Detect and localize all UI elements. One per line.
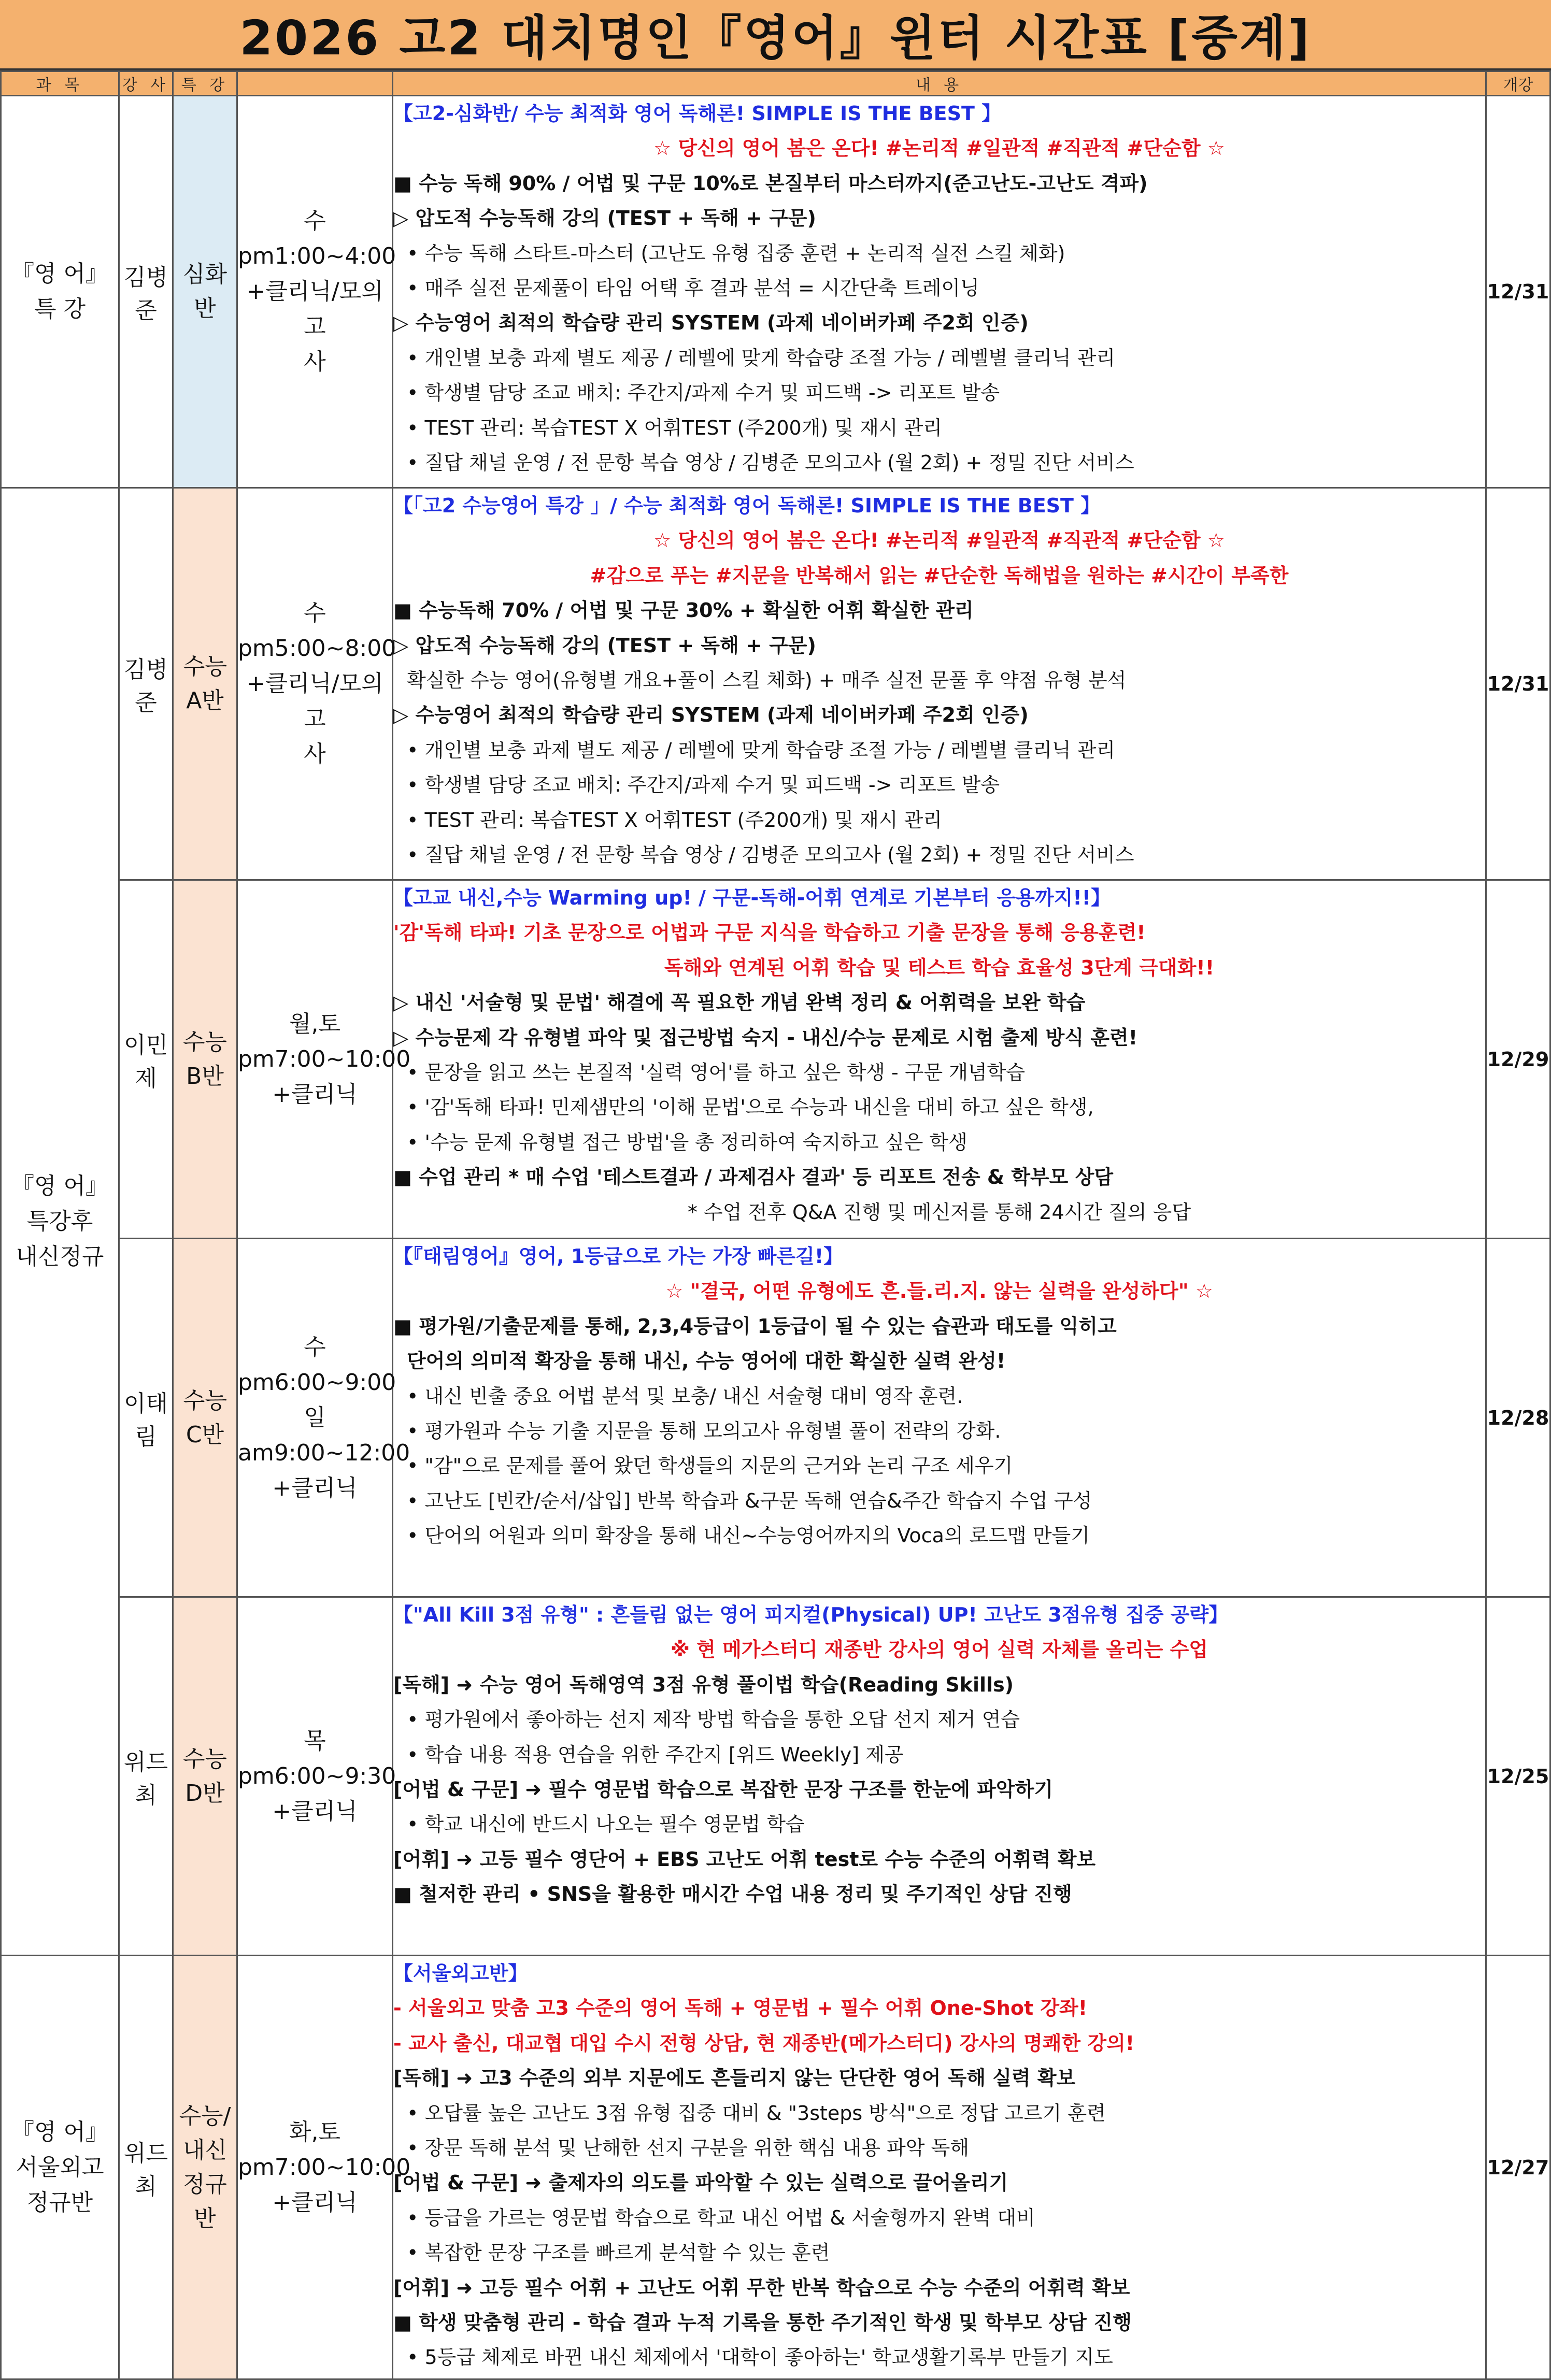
schedule-table [0,70,1551,2380]
content-line: • "감"으로 문제를 풀어 왔던 학생들의 지문의 근거와 논리 구조 세우기 [407,1454,1013,1478]
content-line: 확실한 수능 영어(유형별 개요+풀이 스킬 체화) + 매주 실전 문풀 후 약점 유형 분석 [407,668,1127,692]
content-cell [393,1239,1486,1597]
time-line: +클리닉 [272,2189,358,2216]
subject-line: 『영 어』 [11,1173,108,1199]
content-line: ■ 수능독해 70% / 어법 및 구문 30% + 확실한 어휘 확실한 관리 [393,599,974,622]
content-line: ■ 수업 관리 * 매 수업 '테스트결과 / 과제검사 결과' 등 리포트 전송 & 학부모 상담 [393,1166,1114,1189]
content-line: ▷ 수능영어 최적의 학습량 관리 SYSTEM (과제 네이버카페 주2회 인증) [393,704,1029,727]
content-line: • 등급을 가르는 영문법 학습으로 학교 내신 어법 & 서술형까지 완벽 대비 [407,2206,1035,2229]
time-line: pm7:00~10:00 [238,1045,411,1072]
time-line: +클리닉 [272,1474,358,1501]
content-line: ■ 학생 맞춤형 관리 - 학습 결과 누적 기록을 통한 주기적인 학생 및 학부모 상담 진행 [393,2311,1132,2334]
time-cell [237,96,396,488]
teacher-cell [119,1956,173,2379]
table-row [1,488,1550,880]
table-row [1,96,1550,488]
subject-line: 『영 어』 [11,261,108,287]
teacher-cell [119,1239,173,1597]
subject-line: 내신정규 [16,1243,104,1270]
teacher-cell [119,488,173,880]
special-line: 수능 [182,1745,227,1772]
content-line: ■ 철저한 관리 • SNS을 활용한 매시간 수업 내용 정리 및 주기적인 상담 진행 [393,1883,1072,1906]
special-line: A반 [186,687,224,714]
content-line: • 개인별 보충 과제 별도 제공 / 레벨에 맞게 학습량 조절 가능 / 레벨별 클리닉 관리 [407,346,1116,369]
content-line: [어휘] ➜ 고등 필수 어휘 + 고난도 어휘 무한 반복 학습으로 수능 수준의 어휘력 확보 [393,2276,1130,2299]
content-line: • 질답 채널 운영 / 전 문항 복습 영상 / 김병준 모의고사 (월 2회) + 정밀 진단 서비스 [407,451,1134,474]
content-line: * 수업 전후 Q&A 진행 및 메신저를 통해 24시간 질의 응답 [687,1200,1191,1224]
teacher-cell [119,880,173,1239]
subject-line: 특강후 [26,1208,93,1235]
header-time [237,71,393,96]
content-line: • 문장을 읽고 쓰는 본질적 '실력 영어'를 하고 싶은 학생 - 구문 개념학습 [407,1060,1026,1084]
time-cell [237,880,411,1239]
content-line: 【『태림영어』영어, 1등급으로 가는 가장 빠른길!】 [393,1245,844,1268]
table-header-row [1,71,1550,96]
open-date: 12/31 [1486,488,1550,880]
special-line: 수능 [182,1387,227,1414]
time-cell [237,1597,396,1956]
content-line: ▷ 내신 '서술형 및 문법' 해결에 꼭 필요한 개념 완벽 정리 & 어휘력을 보완 학습 [393,991,1086,1014]
time-line: +클리닉/모의고 [246,670,383,732]
time-line: 사 [304,741,326,767]
subject-cell [1,1956,119,2379]
time-line: 수 [304,600,326,626]
teacher-name: 위드최 [123,2140,168,2200]
content-line: - 교사 출신, 대교협 대입 수시 전형 상담, 현 재종반(메가스터디) 강사의 명쾌한 강의! [393,2031,1135,2055]
content-line: ▷ 압도적 수능독해 강의 (TEST + 독해 + 구문) [393,634,816,657]
time-line: pm7:00~10:00 [238,2154,411,2181]
subject-line: 서울외고 [16,2154,104,2181]
subject-line: 특 강 [34,296,86,322]
content-line: • 장문 독해 분석 및 난해한 선지 구분을 위한 핵심 내용 파악 독해 [407,2136,970,2159]
special-cell [173,1597,237,1956]
content-line: • '감'독해 타파! 민제샘만의 '이해 문법'으로 수능과 내신을 대비 하고 싶은 학생, [407,1096,1094,1119]
content-line: • 평가원과 수능 기출 지문을 통해 모의고사 유형별 풀이 전략의 강화. [407,1419,1001,1442]
open-date: 12/25 [1486,1597,1550,1956]
time-line: +클리닉 [272,1081,358,1108]
content-line: • 복잡한 문장 구조를 빠르게 분석할 수 있는 훈련 [407,2241,830,2264]
table-row [1,880,1550,1239]
content-line: • 수능 독해 스타트-마스터 (고난도 유형 집중 훈련 + 논리적 실전 스킬 체화) [407,241,1065,265]
special-cell [173,96,237,488]
header-content: 내 용 [393,71,1486,96]
content-line: [어법 & 구문] ➜ 출제자의 의도를 파악할 수 있는 실력으로 끌어올리기 [393,2171,1008,2195]
time-line: pm1:00~4:00 [238,243,396,269]
content-cell [393,880,1486,1239]
content-line: • 내신 빈출 중요 어법 분석 및 보충/ 내신 서술형 대비 영작 훈련. [407,1384,963,1408]
content-line: - 서울외고 맞춤 고3 수준의 영어 독해 + 영문법 + 필수 어휘 One-Shot 강좌! [393,1997,1088,2020]
content-line: [독해] ➜ 고3 수준의 외부 지문에도 흔들리지 않는 단단한 영어 독해 실력 확보 [393,2067,1076,2090]
time-line: 일am9:00~12:00 [238,1404,410,1466]
teacher-cell [119,96,173,488]
content-cell [393,488,1486,880]
teacher-name: 이태림 [123,1390,168,1450]
special-line: 심화반 [182,261,227,322]
content-cell [393,1956,1486,2379]
content-line: • TEST 관리: 복습TEST X 어휘TEST (주200개) 및 재시 관리 [407,808,943,831]
header-special: 특 강 [173,71,237,96]
content-line: 【서울외고반】 [393,1962,528,1985]
content-line: • 5등급 체제로 바뀐 내신 체제에서 '대학이 좋아하는' 학교생활기록부 만들기 지도 [407,2346,1113,2369]
time-line: 수 [304,208,326,234]
open-date: 12/28 [1486,1239,1550,1597]
content-line: • 개인별 보충 과제 별도 제공 / 레벨에 맞게 학습량 조절 가능 / 레벨별 클리닉 관리 [407,738,1116,762]
time-line: 목pm6:00~9:30 [238,1727,396,1789]
header-subject: 과 목 [1,71,119,96]
content-line: '감'독해 타파! 기초 문장으로 어법과 구문 지식을 학습하고 기출 문장을 통해 응용훈련! [393,921,1146,944]
subject-line: 『영 어』 [11,2118,108,2145]
content-line: 【"All Kill 3점 유형" : 흔들림 없는 영어 피지컬(Physical) UP! 고난도 3점유형 집중 공략】 [393,1603,1229,1626]
content-line: 단어의 의미적 확장을 통해 내신, 수능 영어에 대한 확실한 실력 완성! [407,1350,1006,1373]
content-line: ▷ 수능영어 최적의 학습량 관리 SYSTEM (과제 네이버카페 주2회 인증) [393,311,1029,335]
content-line: • 고난도 [빈칸/순서/삽입] 반복 학습과 &구문 독해 연습&주간 학습지 수업 구성 [407,1489,1092,1512]
header-open: 개강 [1486,71,1550,96]
time-line: +클리닉/모의고 [246,278,383,340]
special-cell [173,1956,237,2379]
special-cell [173,880,237,1239]
time-line: 월,토 [289,1010,340,1037]
content-line: • 매주 실전 문제풀이 타임 어택 후 결과 분석 = 시간단축 트레이닝 [407,276,979,299]
time-line: 화,토 [289,2118,340,2145]
special-line: D반 [185,1780,225,1806]
time-line: +클리닉 [272,1798,358,1825]
open-date: 12/27 [1486,1956,1550,2379]
content-line: 독해와 연계된 어휘 학습 및 테스트 학습 효율성 3단계 극대화!! [664,956,1215,979]
content-line: • 오답률 높은 고난도 3점 유형 집중 대비 & "3steps 방식"으로 정답 고르기 훈련 [407,2101,1106,2125]
content-line: • 학교 내신에 반드시 나오는 필수 영문법 학습 [407,1813,805,1836]
content-line: #감으로 푸는 #지문을 반복해서 읽는 #단순한 독해법을 원하는 #시간이 부족한 [590,564,1289,587]
content-line: • 질답 채널 운영 / 전 문항 복습 영상 / 김병준 모의고사 (월 2회) + 정밀 진단 서비스 [407,843,1134,866]
table-row [1,1597,1550,1956]
content-line: ▷ 압도적 수능독해 강의 (TEST + 독해 + 구문) [393,207,816,230]
content-line: • 학습 내용 적용 연습을 위한 주간지 [위드 Weekly] 제공 [407,1743,904,1766]
special-line: C반 [186,1421,224,1448]
content-cell [393,96,1486,488]
teacher-name: 김병준 [123,656,168,716]
content-line: ☆ 당신의 영어 봄은 온다! #논리적 #일관적 #직관적 #단순함 ☆ [653,529,1225,552]
header-teacher: 강 사 [119,71,173,96]
content-line: • 단어의 어원과 의미 확장을 통해 내신~수능영어까지의 Voca의 로드맵 만들기 [407,1524,1090,1547]
content-line: ■ 평가원/기출문제를 통해, 2,3,4등급이 1등급이 될 수 있는 습관과 태도를 익히고 [393,1314,1117,1338]
teacher-name: 위드최 [123,1748,168,1809]
special-line: B반 [186,1063,224,1089]
content-line: [독해] ➜ 수능 영어 독해영역 3점 유형 풀이법 학습(Reading Skills) [393,1673,1014,1696]
time-line: 사 [304,349,326,375]
content-line: • TEST 관리: 복습TEST X 어휘TEST (주200개) 및 재시 관리 [407,416,943,439]
special-line: 수능 [182,1028,227,1055]
content-line: • 평가원에서 좋아하는 선지 제작 방법 학습을 통한 오답 선지 제거 연습 [407,1708,1020,1731]
special-line: 수능 [182,653,227,680]
content-line: 【고2-심화반/ 수능 최적화 영어 독해론! SIMPLE IS THE BEST 】 [393,102,1002,125]
open-date: 12/29 [1486,880,1550,1239]
content-line: ■ 수능 독해 90% / 어법 및 구문 10%로 본질부터 마스터까지(준고난도-고난도 격파) [393,171,1148,195]
table-row [1,1956,1550,2379]
special-cell [173,488,237,880]
special-cell [173,1239,237,1597]
content-cell [393,1597,1486,1956]
content-line: ※ 현 메가스터디 재종반 강사의 영어 실력 자체를 올리는 수업 [670,1638,1208,1661]
time-cell [237,488,396,880]
time-cell [237,1239,410,1597]
subject-cell [1,96,119,488]
content-line: ☆ "결국, 어떤 유형에도 흔.들.리.지. 않는 실력을 완성하다" ☆ [665,1280,1213,1303]
page-title: 2026 고2 대치명인『영어』윈터 시간표 [중계] [239,10,1312,66]
table-row [1,1239,1550,1597]
time-line: pm5:00~8:00 [238,635,396,662]
open-date: 12/31 [1486,96,1550,488]
teacher-name: 이민제 [123,1031,168,1092]
content-line: [어휘] ➜ 고등 필수 영단어 + EBS 고난도 어휘 test로 수능 수준의 어휘력 확보 [393,1847,1096,1871]
time-cell [237,1956,411,2379]
content-line: • 학생별 담당 조교 배치: 주간지/과제 수거 및 피드백 -> 리포트 발송 [407,773,1000,797]
content-line: • 학생별 담당 조교 배치: 주간지/과제 수거 및 피드백 -> 리포트 발송 [407,381,1000,405]
time-line: 수pm6:00~9:00 [238,1334,396,1396]
content-line: ▷ 수능문제 각 유형별 파악 및 접근방법 숙지 - 내신/수능 문제로 시험 출제 방식 훈련! [393,1026,1138,1049]
content-line: ☆ 당신의 영어 봄은 온다! #논리적 #일관적 #직관적 #단순함 ☆ [653,137,1225,160]
teacher-name: 김병준 [123,264,168,324]
special-line: 수능/내신 [179,2102,231,2163]
content-line: • '수능 문제 유형별 접근 방법'을 총 정리하여 숙지하고 싶은 학생 [407,1130,967,1154]
subject-line: 정규반 [26,2189,93,2216]
content-line: 【「고2 수능영어 특강 」/ 수능 최적화 영어 독해론! SIMPLE IS THE BEST 】 [393,494,1101,517]
content-line: [어법 & 구문] ➜ 필수 영문법 학습으로 복잡한 문장 구조를 한눈에 파악하기 [393,1777,1054,1801]
special-line: 정규반 [182,2171,227,2232]
teacher-cell [119,1597,173,1956]
subject-cell [1,488,119,1956]
content-line: 【고교 내신,수능 Warming up! / 구문-독해-어휘 연계로 기본부터 응용까지!!】 [393,886,1111,909]
title-bar [0,0,1551,70]
